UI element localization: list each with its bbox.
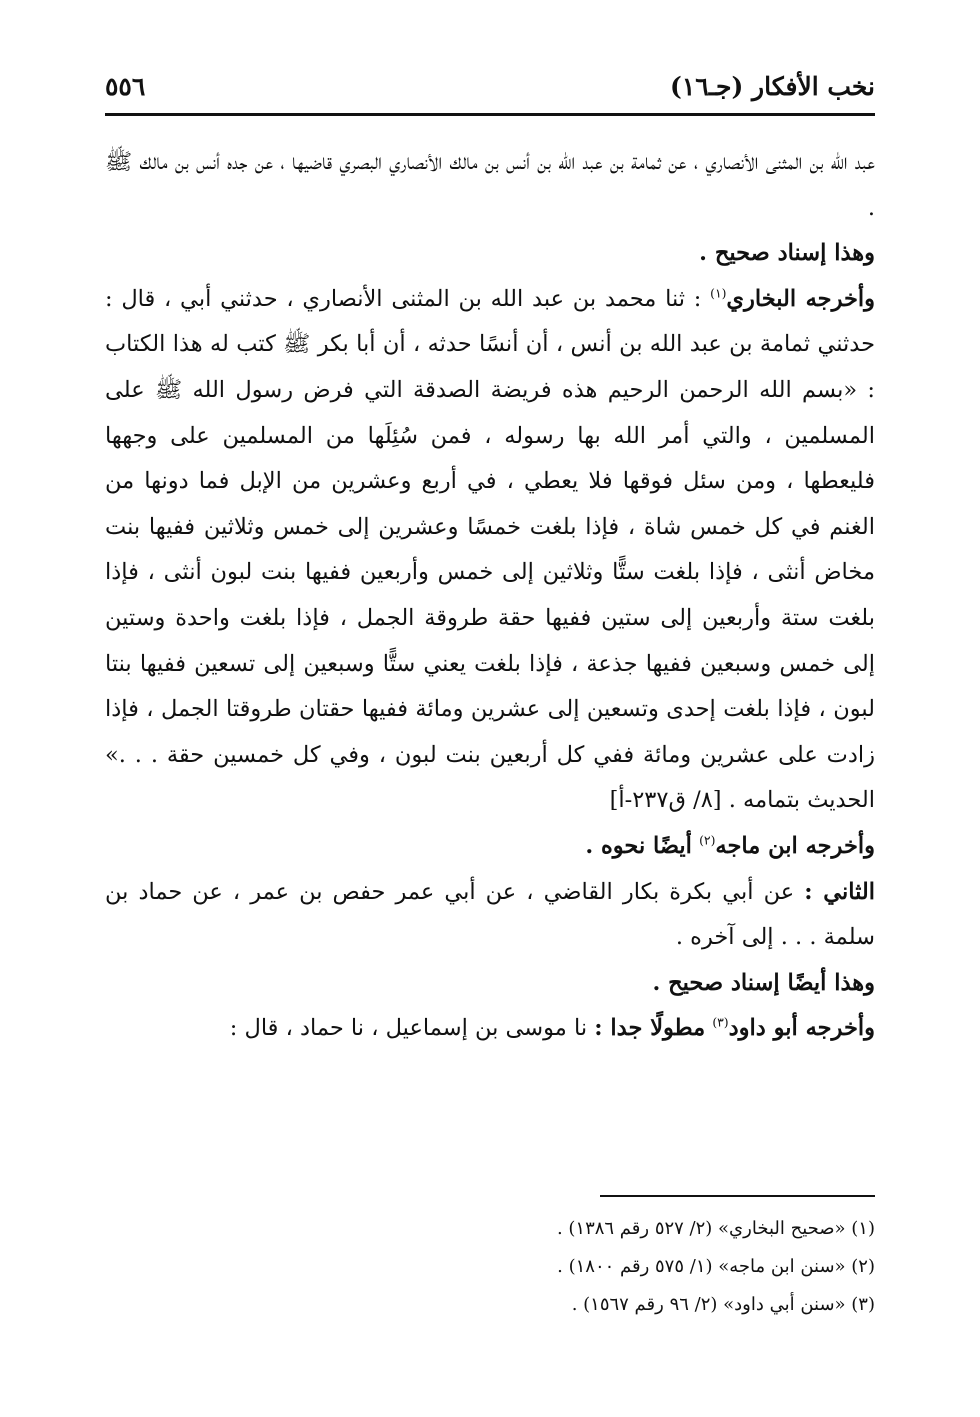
paragraph-4 bbox=[105, 824, 875, 870]
page-number: ٥٥٦ bbox=[105, 72, 146, 101]
paragraph-7-text: نا موسى بن إسماعيل ، نا حماد ، قال : bbox=[229, 1015, 588, 1042]
paragraph-4-text: أيضًا نحوه . bbox=[585, 832, 692, 859]
footnote-3: (٣) «سنن أبي داود» (٢/ ٩٦ رقم ١٥٦٧) . bbox=[571, 1294, 875, 1315]
page-header bbox=[105, 70, 875, 106]
paragraph-3 bbox=[105, 277, 875, 824]
footnote-ref-1[interactable]: (١) bbox=[710, 286, 727, 301]
paragraph-7-lead: وأخرجه أبو داود bbox=[728, 1015, 875, 1042]
paragraph-7-emphasis: مطولًا جدا : bbox=[594, 1015, 706, 1042]
footnote-2: (٢) «سنن ابن ماجه» (١/ ٥٧٥ رقم ١٨٠٠) . bbox=[557, 1256, 875, 1277]
main-text bbox=[105, 140, 875, 1052]
header-divider bbox=[105, 113, 875, 116]
footnote-1: (١) «صحيح البخاري» (٢/ ٥٢٧ رقم ١٣٨٦) . bbox=[556, 1218, 875, 1239]
paragraph-6: وهذا أيضًا إسناد صحيح . bbox=[652, 969, 875, 996]
paragraph-3-text: : ثنا محمد بن عبد الله بن المثنى الأنصاري ، حدثني أبي ، قال : حدثني ثمامة بن عبد الله بن أنس ، أن أنسًا حدثه ، أن أبا بكر ﷺ كتب له هذا الكتاب : «بسم الله الرحمن الرحيم هذه فريضة الصدقة التي فرض رسول الله ﷺ على المسلمين ، والتي أمر الله بها رسوله ، فمن سُئِلَها من المسلمين على وجهها فليعطها ، ومن سئل فوقها فلا يعطي ، في أربع وعشرين من الإبل فما دونها من الغنم في كل خمس شاة ، فإذا بلغت خمسًا وعشرين إلى خمس وثلاثين ففيها بنت مخاض أنثى ، فإذا بلغت ستًّا وثلاثين إلى خمس وأربعين ففيها بنت لبون أنثى ، فإذا بلغت ستة وأربعين إلى ستين ففيها حقة طروقة الجمل ، فإذا بلغت واحدة وستين إلى خمس وسبعين ففيها جذعة ، فإذا بلغت يعني ستًّا وسبعين إلى تسعين ففيها بنتا لبون ، فإذا بلغت إحدى وتسعين إلى عشرين ومائة ففيها حقتان طروقتا الجمل ، فإذا زادت على عشرين ومائة ففي كل أربعين بنت لبون ، وفي كل خمسين حقة . . .» الحديث بتمامه . [٨/ ق٢٣٧-أ] bbox=[105, 285, 875, 814]
paragraph-1: عبد الله بن المثنى الأنصاري ، عن ثمامة بن عبد الله بن أنس بن مالك الأنصاري البصري قاضيها ، عن جده أنس بن مالك ﷺ . bbox=[105, 149, 875, 221]
paragraph-7 bbox=[105, 1006, 875, 1052]
paragraph-4-lead: وأخرجه ابن ماجه bbox=[715, 832, 875, 859]
paragraph-5 bbox=[105, 870, 875, 961]
paragraph-5-lead: الثاني : bbox=[804, 878, 875, 905]
footnotes bbox=[105, 1210, 875, 1324]
paragraph-2: وهذا إسناد صحيح . bbox=[699, 240, 875, 267]
footnote-divider bbox=[600, 1195, 875, 1197]
paragraph-5-text: عن أبي بكرة بكار القاضي ، عن أبي عمر حفص بن عمر ، عن حماد بن سلمة . . . إلى آخره . bbox=[105, 878, 875, 951]
footnote-ref-2[interactable]: (٢) bbox=[699, 833, 716, 848]
paragraph-3-lead: وأخرجه البخاري bbox=[726, 285, 876, 312]
footnote-ref-3[interactable]: (٣) bbox=[712, 1015, 729, 1030]
running-title: نخب الأفكار (جـ١٦) bbox=[669, 72, 875, 101]
